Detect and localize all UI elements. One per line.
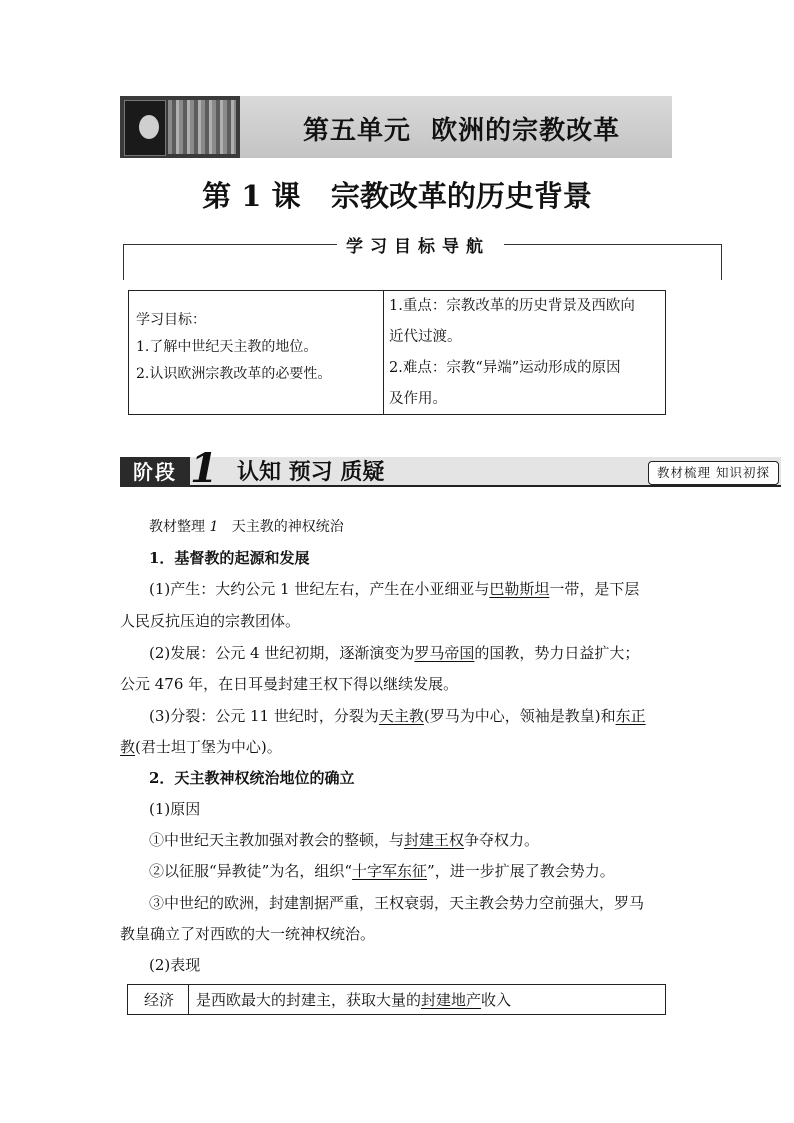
nav-title: 学习目标导航 (346, 237, 490, 257)
focus-line: 近代过渡。 (389, 329, 462, 345)
objectives-left (136, 307, 331, 388)
economy-key: 经济 (144, 991, 175, 1009)
unit-title: 第五单元 欧洲的宗教改革 (303, 116, 621, 146)
objective-item: 1.了解中世纪天主教的地位。 (136, 339, 318, 355)
heading-1: 1．基督教的起源和发展 (149, 549, 310, 567)
portrait-image (124, 100, 166, 156)
difficulty-line: 2.难点：宗教“异端”运动形成的原因 (389, 360, 621, 376)
reason-3: ③中世纪的欧洲，封建割据严重，王权衰弱，天主教会势力空前强大，罗马 (149, 894, 645, 912)
objective-item: 2.认识欧洲宗教改革的必要性。 (136, 366, 332, 382)
stage-tag: 教材梳理 知识初探 (648, 461, 779, 485)
nav-tick-right (721, 244, 722, 280)
scene-image (168, 100, 236, 154)
paragraph-origin: (1)产生：大约公元 1 世纪左右，产生在小亚细亚与巴勒斯坦一带，是下层 (149, 580, 640, 598)
reason-2: ②以征服“异教徒”为名，组织“十字军东征”，进一步扩展了教会势力。 (149, 862, 615, 880)
manifestations-label: (2)表现 (149, 956, 201, 974)
stage-label: 阶段 (120, 457, 190, 487)
nav-rule-right (504, 244, 722, 245)
stage-number: 1 (190, 445, 218, 492)
economy-table (127, 984, 666, 1015)
focus-line: 1.重点：宗教改革的历史背景及西欧向 (389, 298, 635, 314)
stage-text: 认知 预习 质疑 (237, 459, 385, 485)
paragraph-schism: (3)分裂：公元 11 世纪时，分裂为天主教(罗马为中心，领袖是教皇)和东正 (149, 707, 646, 725)
heading-2: 2．天主教神权统治地位的确立 (149, 769, 355, 787)
reasons-label: (1)原因 (149, 800, 201, 818)
objectives-title: 学习目标： (136, 312, 206, 328)
unit-illustration (120, 96, 240, 158)
section-heading: 教材整理 1 天主教的神权统治 (149, 519, 344, 535)
paragraph-development: (2)发展：公元 4 世纪初期，逐渐演变为罗马帝国的国教，势力日益扩大； (149, 644, 640, 662)
paragraph-origin-cont: 人民反抗压迫的宗教团体。 (120, 612, 301, 630)
nav-tick-left (123, 244, 124, 280)
nav-rule-left (123, 244, 337, 245)
unit-banner (120, 96, 672, 158)
lesson-title: 第 1 课 宗教改革的历史背景 (202, 179, 592, 213)
stage-banner (120, 445, 781, 492)
difficulty-line: 及作用。 (389, 391, 447, 407)
paragraph-schism-cont: 教(君士坦丁堡为中心)。 (120, 738, 282, 756)
objectives-table (128, 290, 666, 415)
reason-3-cont: 教皇确立了对西欧的大一统神权统治。 (120, 925, 376, 943)
reason-1: ①中世纪天主教加强对教会的整顿，与封建王权争夺权力。 (149, 831, 540, 849)
objectives-right (389, 291, 659, 415)
economy-value: 是西欧最大的封建主，获取大量的封建地产收入 (196, 991, 512, 1009)
paragraph-development-cont: 公元 476 年，在日耳曼封建王权下得以继续发展。 (120, 675, 459, 693)
